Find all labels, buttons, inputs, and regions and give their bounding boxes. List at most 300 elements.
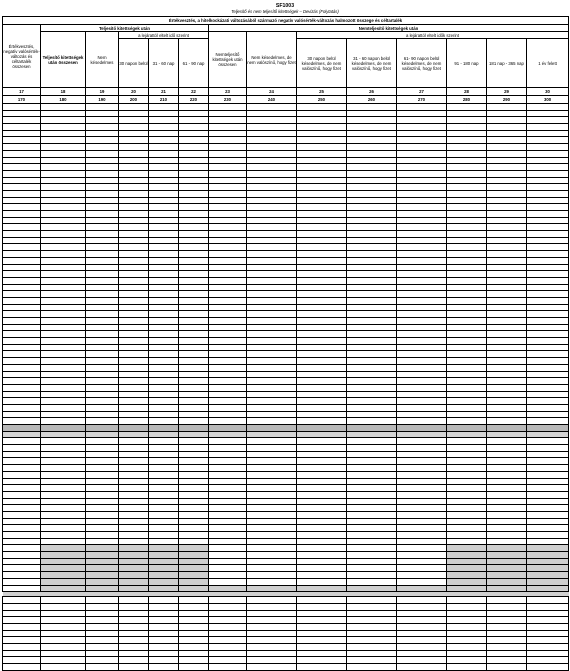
table-cell[interactable] [247,257,297,264]
table-cell[interactable] [347,505,397,512]
table-cell[interactable] [487,623,527,630]
table-cell[interactable] [347,384,397,391]
table-cell[interactable] [527,558,569,565]
table-cell[interactable] [119,311,149,318]
table-cell[interactable] [347,511,397,518]
table-cell[interactable] [209,485,247,492]
table-cell[interactable] [86,491,119,498]
table-cell[interactable] [41,237,86,244]
table-cell[interactable] [527,311,569,318]
table-cell[interactable] [527,271,569,278]
table-cell[interactable] [527,137,569,144]
table-cell[interactable] [487,458,527,465]
table-cell[interactable] [3,244,41,251]
table-cell[interactable] [447,552,487,559]
table-cell[interactable] [527,505,569,512]
table-cell[interactable] [86,603,119,610]
table-cell[interactable] [119,552,149,559]
table-cell[interactable] [247,344,297,351]
table-cell[interactable] [487,404,527,411]
table-cell[interactable] [209,204,247,211]
table-cell[interactable] [179,431,209,438]
table-cell[interactable] [247,311,297,318]
table-cell[interactable] [41,398,86,405]
table-cell[interactable] [179,164,209,171]
table-cell[interactable] [179,217,209,224]
table-cell[interactable] [487,351,527,358]
table-cell[interactable] [179,237,209,244]
table-cell[interactable] [487,617,527,624]
table-cell[interactable] [527,637,569,644]
table-cell[interactable] [487,318,527,325]
table-cell[interactable] [149,471,179,478]
table-cell[interactable] [297,150,347,157]
table-cell[interactable] [119,558,149,565]
table-cell[interactable] [41,498,86,505]
table-cell[interactable] [347,130,397,137]
table-cell[interactable] [209,597,247,604]
table-cell[interactable] [487,538,527,545]
table-cell[interactable] [487,211,527,218]
table-cell[interactable] [297,104,347,111]
table-cell[interactable] [397,371,447,378]
table-cell[interactable] [527,657,569,664]
table-cell[interactable] [297,297,347,304]
table-cell[interactable] [487,164,527,171]
table-cell[interactable] [347,603,397,610]
table-cell[interactable] [297,418,347,425]
table-cell[interactable] [527,157,569,164]
table-cell[interactable] [347,331,397,338]
table-cell[interactable] [86,650,119,657]
table-cell[interactable] [447,498,487,505]
table-cell[interactable] [487,552,527,559]
table-cell[interactable] [447,657,487,664]
table-cell[interactable] [487,297,527,304]
table-cell[interactable] [209,451,247,458]
table-cell[interactable] [209,637,247,644]
table-cell[interactable] [397,505,447,512]
table-cell[interactable] [149,257,179,264]
table-cell[interactable] [209,425,247,432]
table-cell[interactable] [41,284,86,291]
table-cell[interactable] [397,438,447,445]
table-cell[interactable] [3,525,41,532]
table-cell[interactable] [179,251,209,258]
table-cell[interactable] [487,565,527,572]
table-cell[interactable] [119,204,149,211]
table-cell[interactable] [3,117,41,124]
table-cell[interactable] [119,190,149,197]
table-cell[interactable] [527,204,569,211]
table-cell[interactable] [119,603,149,610]
table-cell[interactable] [447,170,487,177]
table-cell[interactable] [86,130,119,137]
table-cell[interactable] [209,558,247,565]
table-cell[interactable] [149,291,179,298]
table-cell[interactable] [247,532,297,539]
table-cell[interactable] [447,438,487,445]
table-cell[interactable] [527,297,569,304]
table-cell[interactable] [247,384,297,391]
table-cell[interactable] [297,585,347,592]
table-cell[interactable] [487,644,527,651]
table-cell[interactable] [41,251,86,258]
table-cell[interactable] [397,617,447,624]
table-cell[interactable] [247,378,297,385]
table-cell[interactable] [86,364,119,371]
table-cell[interactable] [119,170,149,177]
table-cell[interactable] [3,518,41,525]
table-cell[interactable] [209,217,247,224]
table-cell[interactable] [397,572,447,579]
table-cell[interactable] [397,211,447,218]
table-cell[interactable] [179,277,209,284]
table-cell[interactable] [119,498,149,505]
table-cell[interactable] [447,545,487,552]
table-cell[interactable] [86,425,119,432]
table-cell[interactable] [3,398,41,405]
table-cell[interactable] [149,391,179,398]
table-cell[interactable] [297,425,347,432]
table-cell[interactable] [397,170,447,177]
table-cell[interactable] [86,297,119,304]
table-cell[interactable] [149,217,179,224]
table-cell[interactable] [297,257,347,264]
table-cell[interactable] [3,565,41,572]
table-cell[interactable] [86,291,119,298]
table-cell[interactable] [209,291,247,298]
table-cell[interactable] [397,311,447,318]
table-cell[interactable] [247,211,297,218]
table-cell[interactable] [397,603,447,610]
table-cell[interactable] [527,391,569,398]
table-cell[interactable] [247,338,297,345]
table-cell[interactable] [397,237,447,244]
table-cell[interactable] [119,538,149,545]
table-cell[interactable] [347,498,397,505]
table-cell[interactable] [447,565,487,572]
table-cell[interactable] [397,124,447,131]
table-cell[interactable] [527,318,569,325]
table-cell[interactable] [86,110,119,117]
table-cell[interactable] [119,664,149,671]
table-cell[interactable] [527,384,569,391]
table-cell[interactable] [3,284,41,291]
table-cell[interactable] [41,505,86,512]
table-cell[interactable] [297,391,347,398]
table-cell[interactable] [3,445,41,452]
table-cell[interactable] [179,578,209,585]
table-cell[interactable] [397,331,447,338]
table-cell[interactable] [527,130,569,137]
table-cell[interactable] [527,244,569,251]
table-cell[interactable] [397,324,447,331]
table-cell[interactable] [447,251,487,258]
table-cell[interactable] [397,144,447,151]
table-cell[interactable] [247,425,297,432]
table-cell[interactable] [3,578,41,585]
table-cell[interactable] [487,465,527,472]
table-cell[interactable] [3,110,41,117]
table-cell[interactable] [347,124,397,131]
table-cell[interactable] [247,304,297,311]
table-cell[interactable] [119,650,149,657]
table-cell[interactable] [86,251,119,258]
table-cell[interactable] [347,610,397,617]
table-cell[interactable] [149,630,179,637]
table-cell[interactable] [487,491,527,498]
table-cell[interactable] [179,331,209,338]
table-cell[interactable] [119,244,149,251]
table-cell[interactable] [247,404,297,411]
table-cell[interactable] [149,525,179,532]
table-cell[interactable] [41,184,86,191]
table-cell[interactable] [397,404,447,411]
table-cell[interactable] [247,264,297,271]
table-cell[interactable] [3,231,41,238]
table-cell[interactable] [179,264,209,271]
table-cell[interactable] [347,190,397,197]
table-cell[interactable] [527,144,569,151]
table-cell[interactable] [347,445,397,452]
table-cell[interactable] [179,603,209,610]
table-cell[interactable] [41,130,86,137]
table-cell[interactable] [41,471,86,478]
table-cell[interactable] [297,511,347,518]
table-cell[interactable] [487,411,527,418]
table-cell[interactable] [247,398,297,405]
table-cell[interactable] [149,637,179,644]
table-cell[interactable] [527,164,569,171]
table-cell[interactable] [119,284,149,291]
table-cell[interactable] [209,284,247,291]
table-cell[interactable] [487,398,527,405]
table-cell[interactable] [209,623,247,630]
table-cell[interactable] [209,257,247,264]
table-cell[interactable] [149,164,179,171]
table-cell[interactable] [86,458,119,465]
table-cell[interactable] [297,157,347,164]
table-cell[interactable] [179,338,209,345]
table-cell[interactable] [119,438,149,445]
table-cell[interactable] [41,244,86,251]
table-cell[interactable] [119,384,149,391]
table-cell[interactable] [41,465,86,472]
table-cell[interactable] [397,552,447,559]
table-cell[interactable] [297,572,347,579]
table-cell[interactable] [397,525,447,532]
table-cell[interactable] [149,378,179,385]
table-cell[interactable] [86,431,119,438]
table-cell[interactable] [347,657,397,664]
table-cell[interactable] [119,338,149,345]
table-cell[interactable] [397,644,447,651]
table-cell[interactable] [447,137,487,144]
table-cell[interactable] [3,184,41,191]
table-cell[interactable] [347,650,397,657]
table-cell[interactable] [447,558,487,565]
table-cell[interactable] [247,552,297,559]
table-cell[interactable] [3,418,41,425]
table-cell[interactable] [347,324,397,331]
table-cell[interactable] [149,404,179,411]
table-cell[interactable] [397,257,447,264]
table-cell[interactable] [397,137,447,144]
table-cell[interactable] [527,552,569,559]
table-cell[interactable] [347,532,397,539]
table-cell[interactable] [119,525,149,532]
table-cell[interactable] [3,425,41,432]
table-cell[interactable] [247,117,297,124]
table-cell[interactable] [41,311,86,318]
table-cell[interactable] [209,404,247,411]
table-cell[interactable] [527,630,569,637]
table-cell[interactable] [3,585,41,592]
table-cell[interactable] [297,404,347,411]
table-cell[interactable] [41,358,86,365]
table-cell[interactable] [41,224,86,231]
table-cell[interactable] [86,578,119,585]
table-cell[interactable] [179,630,209,637]
table-cell[interactable] [86,124,119,131]
table-cell[interactable] [347,438,397,445]
table-cell[interactable] [3,264,41,271]
table-cell[interactable] [86,204,119,211]
table-cell[interactable] [41,170,86,177]
table-cell[interactable] [487,257,527,264]
table-cell[interactable] [149,311,179,318]
table-cell[interactable] [447,465,487,472]
table-cell[interactable] [247,418,297,425]
table-cell[interactable] [209,545,247,552]
table-cell[interactable] [3,104,41,111]
table-cell[interactable] [297,137,347,144]
table-cell[interactable] [86,284,119,291]
table-cell[interactable] [527,418,569,425]
table-cell[interactable] [179,458,209,465]
table-cell[interactable] [3,623,41,630]
table-cell[interactable] [527,338,569,345]
table-cell[interactable] [119,364,149,371]
table-cell[interactable] [41,617,86,624]
table-cell[interactable] [119,130,149,137]
table-cell[interactable] [119,331,149,338]
table-cell[interactable] [397,164,447,171]
table-cell[interactable] [149,558,179,565]
table-cell[interactable] [347,150,397,157]
table-cell[interactable] [209,657,247,664]
table-cell[interactable] [119,623,149,630]
table-cell[interactable] [3,650,41,657]
table-cell[interactable] [179,478,209,485]
table-cell[interactable] [347,617,397,624]
table-cell[interactable] [487,597,527,604]
table-cell[interactable] [487,177,527,184]
table-cell[interactable] [209,110,247,117]
table-cell[interactable] [41,425,86,432]
table-cell[interactable] [527,623,569,630]
table-cell[interactable] [347,217,397,224]
table-cell[interactable] [41,391,86,398]
table-cell[interactable] [119,637,149,644]
table-cell[interactable] [41,644,86,651]
table-cell[interactable] [297,485,347,492]
table-cell[interactable] [487,425,527,432]
table-cell[interactable] [86,532,119,539]
table-cell[interactable] [447,177,487,184]
table-cell[interactable] [41,411,86,418]
table-cell[interactable] [397,378,447,385]
table-cell[interactable] [3,617,41,624]
table-cell[interactable] [149,597,179,604]
table-cell[interactable] [247,124,297,131]
table-cell[interactable] [119,184,149,191]
table-cell[interactable] [149,197,179,204]
table-cell[interactable] [397,623,447,630]
table-cell[interactable] [397,117,447,124]
table-cell[interactable] [347,264,397,271]
table-cell[interactable] [179,552,209,559]
table-cell[interactable] [247,224,297,231]
table-cell[interactable] [397,511,447,518]
table-cell[interactable] [487,150,527,157]
table-cell[interactable] [247,657,297,664]
table-cell[interactable] [179,271,209,278]
table-cell[interactable] [179,438,209,445]
table-cell[interactable] [41,545,86,552]
table-cell[interactable] [447,371,487,378]
table-cell[interactable] [347,291,397,298]
table-cell[interactable] [347,637,397,644]
table-cell[interactable] [41,438,86,445]
table-cell[interactable] [397,177,447,184]
table-cell[interactable] [487,197,527,204]
table-cell[interactable] [149,511,179,518]
table-cell[interactable] [247,411,297,418]
table-cell[interactable] [487,110,527,117]
table-cell[interactable] [3,498,41,505]
table-cell[interactable] [149,271,179,278]
table-cell[interactable] [41,664,86,671]
table-cell[interactable] [119,505,149,512]
table-cell[interactable] [487,525,527,532]
table-cell[interactable] [41,491,86,498]
table-cell[interactable] [397,451,447,458]
table-cell[interactable] [86,264,119,271]
table-cell[interactable] [41,552,86,559]
table-cell[interactable] [297,117,347,124]
table-cell[interactable] [397,271,447,278]
table-cell[interactable] [149,438,179,445]
table-cell[interactable] [297,657,347,664]
table-cell[interactable] [3,177,41,184]
table-cell[interactable] [527,351,569,358]
table-cell[interactable] [297,364,347,371]
table-cell[interactable] [527,485,569,492]
table-cell[interactable] [527,650,569,657]
table-cell[interactable] [179,211,209,218]
table-cell[interactable] [3,338,41,345]
table-cell[interactable] [149,623,179,630]
table-cell[interactable] [447,164,487,171]
table-cell[interactable] [86,525,119,532]
table-cell[interactable] [397,104,447,111]
table-cell[interactable] [41,431,86,438]
table-cell[interactable] [487,505,527,512]
table-cell[interactable] [527,237,569,244]
table-cell[interactable] [527,217,569,224]
